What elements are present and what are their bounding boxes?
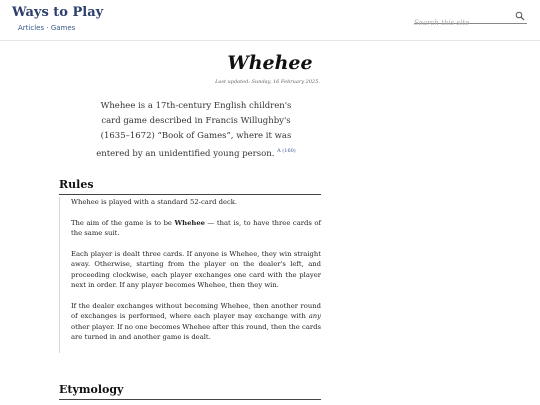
rules-p4-text-a: If the dealer exchanges without becoming Whehee, then another round of exchanges is performed, where each player may exchange with: [71, 301, 321, 320]
search-box: [414, 10, 527, 24]
intro-text: Whehee is a 17th-century English children's card game described in Francis Willughby's (1635–1672) “Book of Games”, where it was entered by an unidentified young person.: [96, 101, 292, 159]
section-heading-etymology: Etymology: [59, 383, 321, 400]
rules-p2-text-c: — that is, to have three cards of the same suit.: [71, 218, 322, 237]
rules-p4-text-c: other player. If no one becomes Whehee after this round, then the cards are turned in and another game is dealt.: [71, 322, 321, 341]
rules-p2-text-a: The aim of the game is to be: [71, 218, 175, 227]
site-title-link[interactable]: Ways to Play: [12, 5, 104, 20]
rules-p4-emphasis: any: [308, 312, 321, 320]
rules-paragraph-3: Each player is dealt three cards. If anyone is Whehee, they win straight away. Otherwise, starting from the player on the dealer's left, and proceeding clockwise, each player exchanges one card with the player next in order. If any player becomes Whehee, then they win.: [71, 249, 321, 289]
last-updated: Last updated: Sunday, 16 February 2025.: [215, 79, 320, 85]
nav-item-games[interactable]: Games: [50, 24, 76, 32]
rules-paragraph-4: [71, 301, 321, 343]
intro-paragraph: [96, 99, 296, 162]
site-nav: [18, 24, 75, 32]
search-icon[interactable]: [515, 11, 525, 21]
nav-item-articles[interactable]: Articles: [18, 24, 45, 32]
rules-p2-term: Whehee: [174, 218, 205, 227]
rules-body: [59, 197, 321, 353]
page-title: Whehee: [227, 52, 313, 74]
section-heading-rules: Rules: [59, 178, 321, 195]
site-header: [0, 0, 540, 41]
search-input[interactable]: [414, 17, 514, 29]
rules-paragraph-2: [71, 218, 321, 239]
intro-reference-link[interactable]: A (160): [277, 148, 296, 154]
rules-paragraph-1: Whehee is played with a standard 52-card deck.: [71, 198, 238, 206]
nav-separator: ·: [46, 24, 49, 32]
